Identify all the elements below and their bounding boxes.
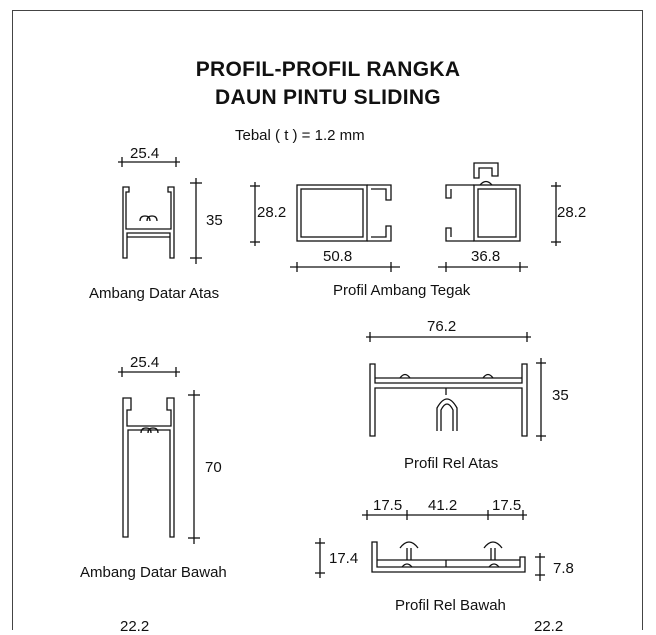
dim-ambang-bawah-height: 70 bbox=[205, 459, 222, 476]
title-line-1: PROFIL-PROFIL RANGKA bbox=[195, 58, 461, 81]
dim-ambang-bawah-width: 25.4 bbox=[130, 354, 160, 371]
dim-tegak-width-left: 50.8 bbox=[323, 248, 353, 265]
dim-bottom-cut-left: 22.2 bbox=[120, 618, 150, 635]
thickness-note: Tebal ( t ) = 1.2 mm bbox=[235, 127, 365, 144]
dim-rel-bawah-height-right: 7.8 bbox=[553, 560, 574, 577]
rel-bawah-drawing bbox=[315, 510, 545, 581]
dim-rel-bawah-seg2: 41.2 bbox=[428, 497, 458, 514]
caption-ambang-datar-bawah: Ambang Datar Bawah bbox=[80, 564, 227, 581]
caption-ambang-datar-atas: Ambang Datar Atas bbox=[89, 285, 220, 302]
caption-profil-ambang-tegak: Profil Ambang Tegak bbox=[333, 282, 471, 299]
dim-rel-atas-height: 35 bbox=[552, 387, 569, 404]
dim-tegak-height-left: 28.2 bbox=[257, 204, 287, 221]
dim-ambang-atas-height: 35 bbox=[206, 212, 223, 229]
caption-profil-rel-atas: Profil Rel Atas bbox=[404, 455, 499, 472]
dim-bottom-cut-right: 22.2 bbox=[534, 618, 564, 635]
caption-profil-rel-bawah: Profil Rel Bawah bbox=[395, 597, 506, 614]
dim-ambang-atas-width: 25.4 bbox=[130, 145, 160, 162]
dim-rel-bawah-height-left: 17.4 bbox=[329, 550, 359, 567]
ambang-datar-bawah-drawing bbox=[118, 367, 200, 544]
dim-rel-bawah-seg3: 17.5 bbox=[492, 497, 522, 514]
rel-atas-drawing bbox=[366, 332, 546, 441]
dim-rel-bawah-seg1: 17.5 bbox=[373, 497, 403, 514]
title-line-2: DAUN PINTU SLIDING bbox=[215, 86, 441, 109]
dim-rel-atas-width: 76.2 bbox=[427, 318, 457, 335]
ambang-datar-atas-drawing bbox=[118, 157, 202, 264]
dim-tegak-height-right: 28.2 bbox=[557, 204, 587, 221]
dim-tegak-width-right: 36.8 bbox=[471, 248, 501, 265]
